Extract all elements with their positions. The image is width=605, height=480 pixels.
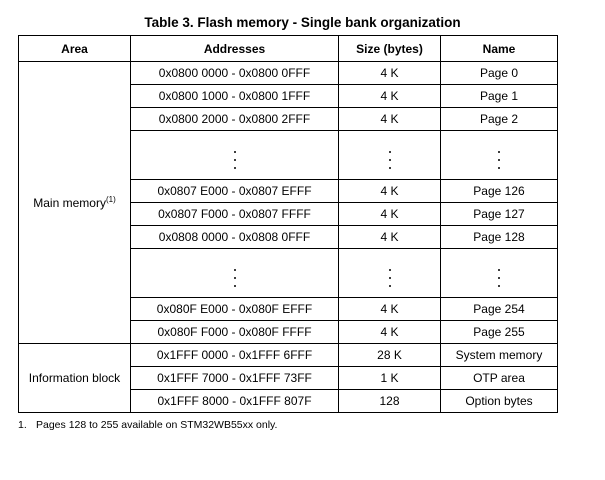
address-cell: 0x0800 1000 - 0x0800 1FFF [131,85,339,108]
ellipsis-cell [339,131,441,180]
vertical-ellipsis-icon [498,151,500,169]
name-cell: Page 0 [441,62,558,85]
address-cell: 0x0800 0000 - 0x0800 0FFF [131,62,339,85]
name-cell: OTP area [441,367,558,390]
table-row [19,62,558,85]
address-cell: 0x0800 2000 - 0x0800 2FFF [131,108,339,131]
address-cell: 0x0807 E000 - 0x0807 EFFF [131,180,339,203]
name-cell: Page 128 [441,226,558,249]
ellipsis-cell [339,249,441,298]
area-main-memory [19,62,131,344]
area-label: Main memory [33,195,106,210]
size-cell: 4 K [339,298,441,321]
size-cell: 28 K [339,344,441,367]
header-size: Size (bytes) [339,36,441,62]
table-title: Table 3. Flash memory - Single bank organization [144,15,461,30]
address-cell: 0x080F E000 - 0x080F EFFF [131,298,339,321]
name-cell: Page 2 [441,108,558,131]
name-cell: Page 255 [441,321,558,344]
size-cell: 4 K [339,203,441,226]
name-cell: Page 126 [441,180,558,203]
size-cell: 4 K [339,62,441,85]
footnote-number: 1. [18,419,27,431]
size-cell: 4 K [339,85,441,108]
ellipsis-cell [131,131,339,180]
name-cell: Page 127 [441,203,558,226]
footnote [18,419,277,431]
vertical-ellipsis-icon [234,151,236,169]
table-row [19,344,558,367]
footnote-text: Pages 128 to 255 available on STM32WB55xx only. [36,419,278,431]
ellipsis-cell [441,249,558,298]
address-cell: 0x080F F000 - 0x080F FFFF [131,321,339,344]
header-name: Name [441,36,558,62]
vertical-ellipsis-icon [389,269,391,287]
size-cell: 4 K [339,180,441,203]
area-information-block: Information block [19,344,131,413]
header-area: Area [19,36,131,62]
header-row [19,36,558,62]
ellipsis-cell [441,131,558,180]
size-cell: 4 K [339,108,441,131]
ellipsis-cell [131,249,339,298]
header-addresses: Addresses [131,36,339,62]
address-cell: 0x1FFF 0000 - 0x1FFF 6FFF [131,344,339,367]
size-cell: 4 K [339,226,441,249]
size-cell: 128 [339,390,441,413]
size-cell: 1 K [339,367,441,390]
flash-memory-table [18,35,558,413]
address-cell: 0x1FFF 7000 - 0x1FFF 73FF [131,367,339,390]
vertical-ellipsis-icon [498,269,500,287]
vertical-ellipsis-icon [234,269,236,287]
address-cell: 0x1FFF 8000 - 0x1FFF 807F [131,390,339,413]
vertical-ellipsis-icon [389,151,391,169]
name-cell: Option bytes [441,390,558,413]
footnote-ref: (1) [105,194,116,204]
size-cell: 4 K [339,321,441,344]
name-cell: System memory [441,344,558,367]
name-cell: Page 254 [441,298,558,321]
address-cell: 0x0808 0000 - 0x0808 0FFF [131,226,339,249]
address-cell: 0x0807 F000 - 0x0807 FFFF [131,203,339,226]
name-cell: Page 1 [441,85,558,108]
